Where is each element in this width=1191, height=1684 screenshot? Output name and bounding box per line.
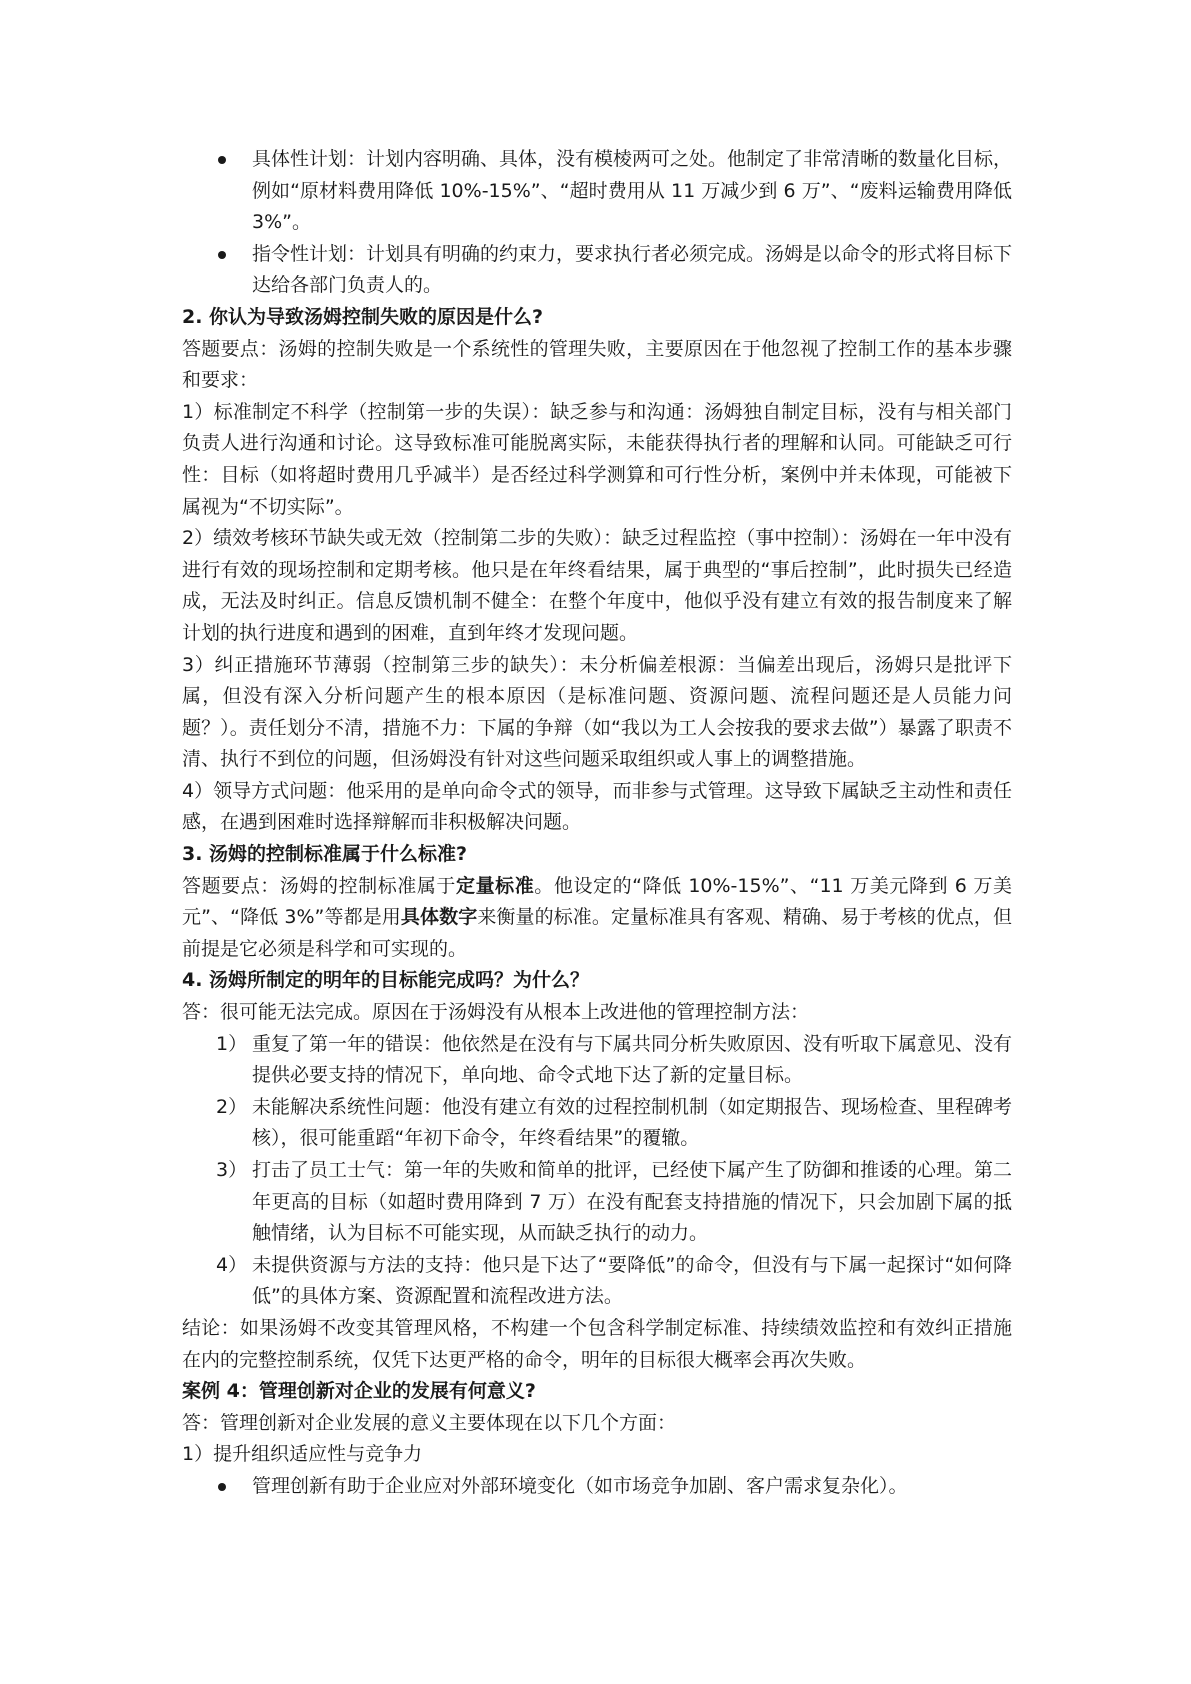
emphasis-text: 定量标准 bbox=[456, 874, 535, 897]
numbered-item: 2） 未能解决系统性问题：他没有建立有效的过程控制机制（如定期报告、现场检查、里程碑考核），很可能重蹈“年初下命令，年终看结果”的覆辙。 bbox=[216, 1095, 1013, 1150]
bullet-icon bbox=[218, 251, 226, 259]
list-item: 管理创新有助于企业应对外部环境变化（如市场竞争加剧、客户需求复杂化）。 bbox=[182, 1471, 1012, 1503]
numbered-item: 4） 未提供资源与方法的支持：他只是下达了“要降低”的命令，但没有与下属一起探讨“如何降低”的具体方案、资源配置和流程改进方法。 bbox=[216, 1253, 1012, 1308]
case-4-subheading: 1）提升组织适应性与竞争力 bbox=[182, 1443, 423, 1466]
numbered-item: 3） 打击了员工士气：第一年的失败和简单的批评，已经使下属产生了防御和推诿的心理。第二年更高的目标（如超时费用降到 7 万）在没有配套支持措施的情况下，只会加剧下属的抵触情绪，认为目标不可能实现，从而缺乏执行的动力。 bbox=[216, 1159, 1013, 1245]
question-3-answer: 答题要点：汤姆的控制标准属于定量标准。他设定的“降低 10%-15%”、“11 万美元降到 6 万美元”、“降低 3%”等都是用具体数字来衡量的标准。定量标准具有客观、精确、易于考核的优点，但前提是它必须是科学和可实现的。 bbox=[182, 874, 1012, 960]
question-4-intro: 答：很可能无法完成。原因在于汤姆没有从根本上改进他的管理控制方法： bbox=[182, 1001, 810, 1024]
numbered-item: 1） 重复了第一年的错误：他依然是在没有与下属共同分析失败原因、没有听取下属意见、没有提供必要支持的情况下，单向地、命令式地下达了新的定量目标。 bbox=[216, 1032, 1013, 1087]
list-item: 指令性计划：计划具有明确的约束力，要求执行者必须完成。汤姆是以命令的形式将目标下达给各部门负责人的。 bbox=[182, 239, 1012, 302]
bullet-icon bbox=[218, 156, 226, 164]
emphasis-text: 具体数字 bbox=[400, 906, 478, 929]
question-4-conclusion: 结论：如果汤姆不改变其管理风格，不构建一个包含科学制定标准、持续绩效监控和有效纠正措施在内的完整控制系统，仅凭下达更严格的命令，明年的目标很大概率会再次失败。 bbox=[182, 1316, 1012, 1371]
list-item: 具体性计划：计划内容明确、具体，没有模棱两可之处。他制定了非常清晰的数量化目标，例如“原材料费用降低 10%-15%”、“超时费用从 11 万减少到 6 万”、“废料运输费用降低 3%”。 bbox=[182, 144, 1012, 239]
question-4-heading: 4. 汤姆所制定的明年的目标能完成吗？为什么？ bbox=[182, 969, 590, 992]
case-4-heading: 案例 4：管理创新对企业的发展有何意义? bbox=[182, 1380, 536, 1403]
question-2-point-4: 4）领导方式问题：他采用的是单向命令式的领导，而非参与式管理。这导致下属缺乏主动性和责任感，在遇到困难时选择辩解而非积极解决问题。 bbox=[182, 779, 1012, 834]
question-2-heading: 2. 你认为导致汤姆控制失败的原因是什么? bbox=[182, 305, 544, 328]
question-2-intro: 答题要点：汤姆的控制失败是一个系统性的管理失败，主要原因在于他忽视了控制工作的基本步骤和要求： bbox=[182, 337, 1012, 392]
question-2-point-3: 3）纠正措施环节薄弱（控制第三步的缺失）：未分析偏差根源：当偏差出现后，汤姆只是批评下属，但没有深入分析问题产生的根本原因（是标准问题、资源问题、流程问题还是人员能力问题？）。责任划分不清，措施不力：下属的争辩（如“我以为工人会按我的要求去做”）暴露了职责不清、执行不到位的问题，但汤姆没有针对这些问题采取组织或人事上的调整措施。 bbox=[182, 653, 1012, 771]
question-2-point-1: 1）标准制定不科学（控制第一步的失误）：缺乏参与和沟通：汤姆独自制定目标，没有与相关部门负责人进行沟通和讨论。这导致标准可能脱离实际，未能获得执行者的理解和认同。可能缺乏可行性：目标（如将超时费用几乎减半）是否经过科学测算和可行性分析，案例中并未体现，可能被下属视为“不切实际”。 bbox=[182, 400, 1012, 518]
question-3-heading: 3. 汤姆的控制标准属于什么标准? bbox=[182, 843, 468, 866]
case-4-intro: 答：管理创新对企业发展的意义主要体现在以下几个方面： bbox=[182, 1411, 677, 1434]
document-page bbox=[182, 144, 1012, 1503]
question-2-point-2: 2）绩效考核环节缺失或无效（控制第二步的失败）：缺乏过程监控（事中控制）：汤姆在一年中没有进行有效的现场控制和定期考核。他只是在年终看结果，属于典型的“事后控制”，此时损失已经造成，无法及时纠正。信息反馈机制不健全：在整个年度中，他似乎没有建立有效的报告制度来了解计划的执行进度和遇到的困难，直到年终才发现问题。 bbox=[182, 527, 1012, 644]
bullet-icon bbox=[218, 1483, 226, 1491]
